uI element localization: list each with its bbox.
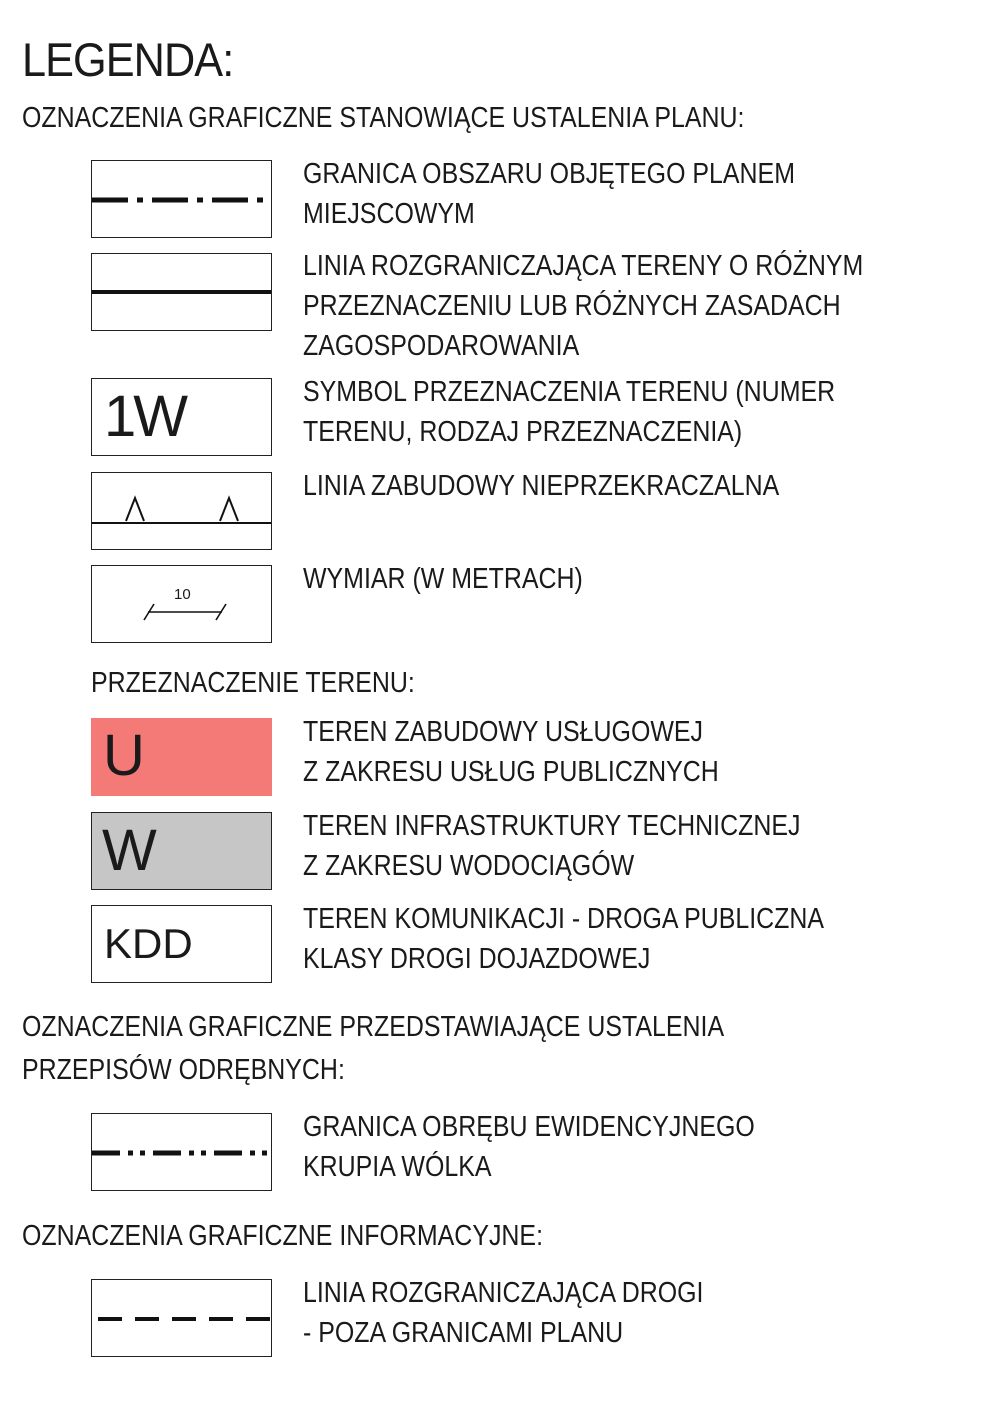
desc-water-infrastructure bbox=[303, 806, 800, 886]
desc-line: - POZA GRANICAMI PLANU bbox=[303, 1317, 624, 1349]
symbol-water-infrastructure bbox=[91, 812, 272, 890]
building-line-icon bbox=[92, 473, 271, 548]
desc-line: Z ZAKRESU USŁUG PUBLICZNYCH bbox=[303, 756, 719, 788]
symbol-dividing-line bbox=[91, 253, 272, 331]
desc-line: KLASY DROGI DOJAZDOWEJ bbox=[303, 943, 651, 975]
section-heading-separate bbox=[22, 1007, 724, 1090]
desc-building-line bbox=[303, 466, 779, 506]
symbol-text: 1W bbox=[104, 384, 185, 449]
symbol-text: KDD bbox=[104, 920, 193, 967]
symbol-text: U bbox=[103, 723, 145, 788]
heading-line: OZNACZENIA GRAFICZNE PRZEDSTAWIAJĄCE USTALENIA bbox=[22, 1011, 725, 1043]
desc-line: TERENU, RODZAJ PRZEZNACZENIA) bbox=[303, 416, 743, 448]
desc-dividing-line bbox=[303, 246, 863, 366]
desc-line: Z ZAKRESU WODOCIĄGÓW bbox=[303, 850, 635, 882]
desc-line: TEREN ZABUDOWY USŁUGOWEJ bbox=[303, 716, 704, 748]
desc-line: PRZEZNACZENIU LUB RÓŻNYCH ZASADACH bbox=[303, 290, 841, 322]
symbol-cadastral-boundary bbox=[91, 1113, 272, 1191]
desc-line: WYMIAR (W METRACH) bbox=[303, 563, 583, 595]
desc-access-road bbox=[303, 899, 824, 979]
desc-land-use-code bbox=[303, 372, 835, 452]
solid-line-icon bbox=[92, 254, 271, 329]
desc-line: TEREN INFRASTRUKTURY TECHNICZNEJ bbox=[303, 810, 801, 842]
desc-cadastral-boundary bbox=[303, 1107, 755, 1187]
symbol-plan-boundary bbox=[91, 160, 272, 238]
section-heading-plan: OZNACZENIA GRAFICZNE STANOWIĄCE USTALENIA PLANU: bbox=[22, 102, 745, 134]
desc-line: ZAGOSPODAROWANIA bbox=[303, 330, 580, 362]
dash-dot-line-icon bbox=[92, 161, 271, 236]
section-heading-info: OZNACZENIA GRAFICZNE INFORMACYJNE: bbox=[22, 1220, 544, 1252]
section-heading-land-use: PRZEZNACZENIE TERENU: bbox=[91, 667, 415, 699]
desc-line: LINIA ROZGRANICZAJĄCA TERENY O RÓŻNYM bbox=[303, 250, 864, 282]
desc-dimension bbox=[303, 559, 583, 599]
symbol-building-line bbox=[91, 472, 272, 550]
symbol-land-use-code bbox=[91, 378, 272, 456]
desc-service-area bbox=[303, 712, 719, 792]
desc-plan-boundary bbox=[303, 154, 795, 234]
symbol-access-road bbox=[91, 905, 272, 983]
desc-line: MIEJSCOWYM bbox=[303, 198, 475, 230]
desc-line: LINIA ROZGRANICZAJĄCA DROGI bbox=[303, 1277, 704, 1309]
dash-double-dot-line-icon bbox=[92, 1114, 271, 1189]
symbol-dimension bbox=[91, 565, 272, 643]
symbol-text: W bbox=[102, 818, 157, 883]
desc-line: LINIA ZABUDOWY NIEPRZEKRACZALNA bbox=[303, 470, 780, 502]
desc-line: KRUPIA WÓLKA bbox=[303, 1151, 492, 1183]
legend-title: LEGENDA: bbox=[22, 33, 234, 86]
desc-road-line-outside bbox=[303, 1273, 703, 1353]
desc-line: TEREN KOMUNIKACJI - DROGA PUBLICZNA bbox=[303, 903, 825, 935]
symbol-service-area bbox=[91, 718, 272, 796]
desc-line: SYMBOL PRZEZNACZENIA TERENU (NUMER bbox=[303, 376, 836, 408]
desc-line: GRANICA OBRĘBU EWIDENCYJNEGO bbox=[303, 1111, 755, 1143]
dimension-value: 10 bbox=[174, 586, 191, 603]
desc-line: GRANICA OBSZARU OBJĘTEGO PLANEM bbox=[303, 158, 795, 190]
heading-line: PRZEPISÓW ODRĘBNYCH: bbox=[22, 1054, 345, 1086]
symbol-road-line-outside bbox=[91, 1279, 272, 1357]
dashed-line-icon bbox=[92, 1280, 271, 1355]
